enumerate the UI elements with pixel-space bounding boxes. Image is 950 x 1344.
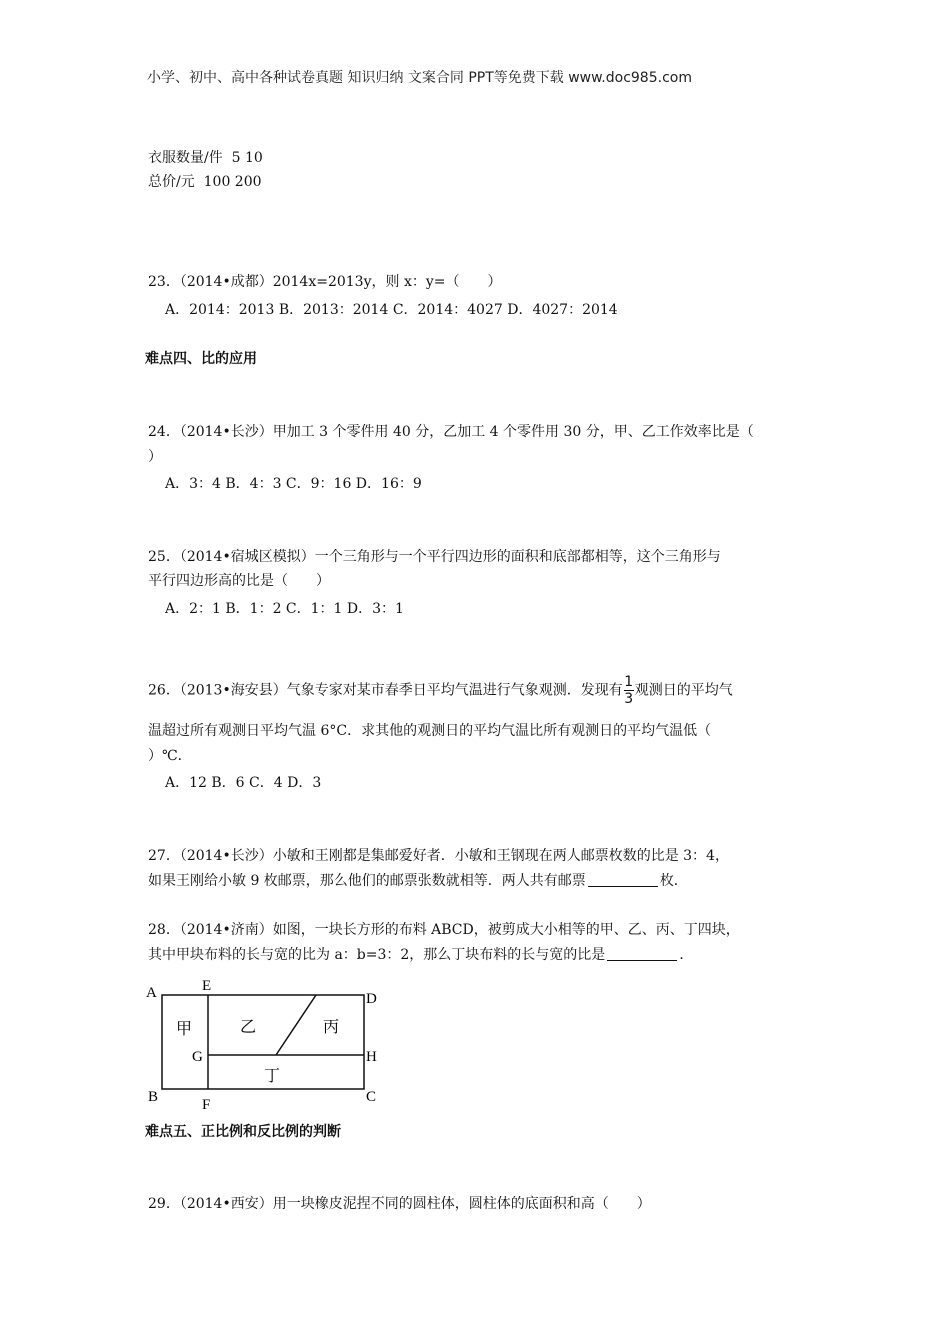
fraction-denominator: 3 xyxy=(624,691,634,707)
q26-text-post: 观测日的平均气 xyxy=(634,682,733,699)
piece-bing: 丙 xyxy=(323,1017,340,1036)
piece-jia: 甲 xyxy=(176,1019,193,1038)
question-24-line2: ） xyxy=(148,449,162,465)
question-26-line2: 温超过所有观测日平均气温 6°C．求其他的观测日的平均气温比所有观测日的平均气温低（ xyxy=(148,723,712,739)
page-header: 小学、初中、高中各种试卷真题 知识归纳 文案合同 PPT等免费下载 www.doc985.com xyxy=(147,70,692,86)
label-F: F xyxy=(202,1097,211,1113)
question-28-line2 xyxy=(148,945,693,965)
label-D: D xyxy=(366,991,377,1007)
row-label: 总价/元 xyxy=(148,174,195,190)
q28-text-post: ． xyxy=(679,947,694,963)
piece-ding: 丁 xyxy=(264,1066,281,1085)
question-25-options: A．2：1 B．1：2 C．1：1 D．3：1 xyxy=(165,601,404,617)
q28-text-pre: 其中甲块布料的长与宽的比为 a：b=3：2，那么丁块布料的长与宽的比是 xyxy=(148,947,606,963)
label-C: C xyxy=(366,1089,377,1105)
q27-text-post: 枚． xyxy=(659,873,688,889)
question-28-line1: 28．（2014•济南）如图，一块长方形的布料 ABCD，被剪成大小相等的甲、乙、丙、丁四块， xyxy=(148,922,740,938)
question-23-options: A．2014：2013 B．2013：2014 C．2014：4027 D．4027：2014 xyxy=(165,302,618,318)
section-heading-4: 难点四、比的应用 xyxy=(145,351,257,367)
question-26-options: A．12 B．6 C．4 D．3 xyxy=(165,775,322,791)
piece-yi: 乙 xyxy=(240,1017,257,1036)
label-G: G xyxy=(192,1049,203,1065)
question-25-line2: 平行四边形高的比是（ ） xyxy=(148,573,330,589)
q27-text-pre: 如果王刚给小敏 9 枚邮票，那么他们的邮票张数就相等．两人共有邮票 xyxy=(148,873,586,889)
row-values: 100 200 xyxy=(203,174,262,190)
label-E: E xyxy=(202,978,212,994)
rectangle-figure xyxy=(140,975,390,1115)
label-A: A xyxy=(146,985,157,1001)
question-26-line3: ）℃． xyxy=(148,748,192,764)
question-24-options: A．3：4 B．4：3 C．9：16 D．16：9 xyxy=(165,476,422,492)
outer-rectangle xyxy=(162,995,364,1089)
label-B: B xyxy=(148,1089,159,1105)
answer-blank[interactable] xyxy=(607,946,677,961)
table-row xyxy=(148,148,263,168)
q26-text-pre: 26．（2013•海安县）气象专家对某市春季日平均气温进行气象观测．发现有 xyxy=(148,682,623,699)
question-27-line2 xyxy=(148,871,688,891)
answer-blank[interactable] xyxy=(588,872,658,887)
row-values: 5 10 xyxy=(231,150,263,166)
fraction-numerator: 1 xyxy=(624,674,634,690)
diagonal-cut xyxy=(276,995,316,1055)
fraction xyxy=(624,674,634,707)
question-23-stem: 23．（2014•成都）2014x=2013y，则 x：y=（ ） xyxy=(148,274,502,290)
question-24-line1: 24．（2014•长沙）甲加工 3 个零件用 40 分，乙加工 4 个零件用 30 分，甲、乙工作效率比是（ xyxy=(148,424,754,440)
table-row xyxy=(148,172,262,192)
label-H: H xyxy=(366,1049,377,1065)
question-25-line1: 25．（2014•宿城区模拟）一个三角形与一个平行四边形的面积和底部都相等，这个三角形与 xyxy=(148,549,721,565)
question-27-line1: 27．（2014•长沙）小敏和王刚都是集邮爱好者．小敏和王钢现在两人邮票枚数的比是 3：4， xyxy=(148,848,729,864)
row-label: 衣服数量/件 xyxy=(148,150,223,166)
question-26-line1 xyxy=(148,674,733,707)
section-heading-5: 难点五、正比例和反比例的判断 xyxy=(145,1124,341,1140)
question-29-stem: 29．（2014•西安）用一块橡皮泥捏不同的圆柱体，圆柱体的底面积和高（ ） xyxy=(148,1196,651,1212)
